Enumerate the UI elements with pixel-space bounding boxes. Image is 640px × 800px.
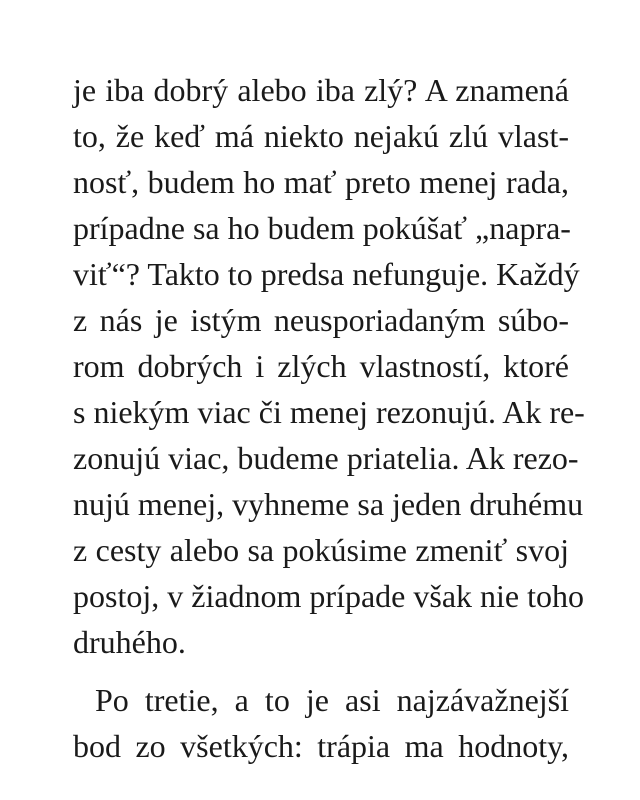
text-line: nosť, budem ho mať preto menej rada, bbox=[73, 164, 569, 200]
text-line: Po tretie, a to je asi najzávažnejší bbox=[95, 682, 569, 718]
text-line: bod zo všetkých: trápia ma hodnoty, bbox=[73, 728, 569, 764]
text-line: to, že keď má niekto nejakú zlú vlast- bbox=[73, 118, 569, 154]
text-line: druhého. bbox=[73, 624, 186, 660]
text-line: je iba dobrý alebo iba zlý? A znamená bbox=[73, 72, 569, 108]
text-line: zonujú viac, budeme priatelia. Ak rezo- bbox=[73, 440, 579, 476]
text-line: viť“? Takto to predsa nefunguje. Každý bbox=[73, 256, 580, 292]
text-line: nujú menej, vyhneme sa jeden druhému bbox=[73, 486, 584, 522]
text-line: z cesty alebo sa pokúsime zmeniť svoj bbox=[73, 532, 569, 568]
text-line: z nás je istým neusporiadaným súbo- bbox=[73, 302, 569, 338]
text-line: rom dobrých i zlých vlastností, ktoré bbox=[73, 348, 569, 384]
text-line: s niekým viac či menej rezonujú. Ak re- bbox=[73, 394, 585, 430]
text-line: prípadne sa ho budem pokúšať „napra- bbox=[73, 210, 571, 246]
text-line: postoj, v žiadnom prípade však nie toho bbox=[73, 578, 585, 614]
